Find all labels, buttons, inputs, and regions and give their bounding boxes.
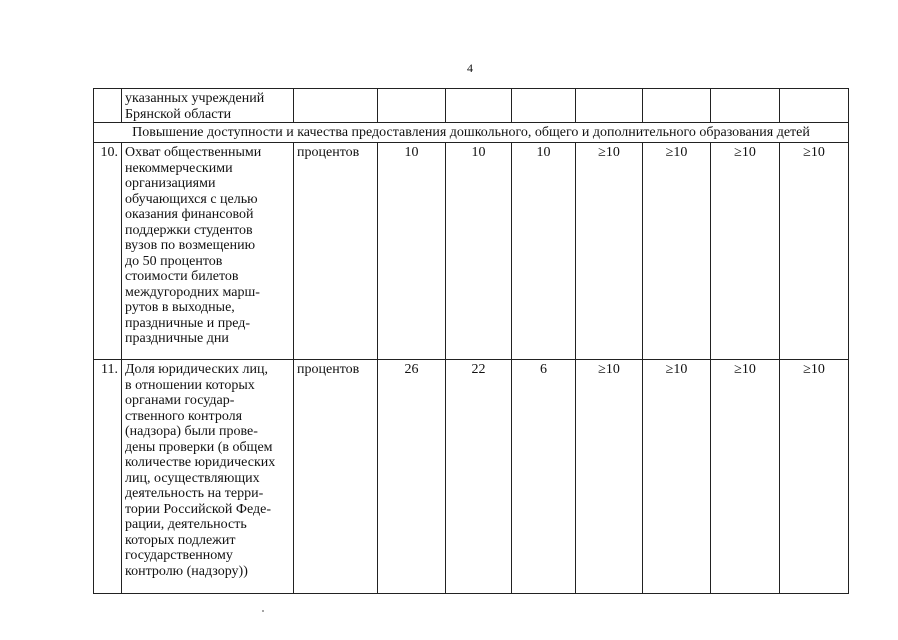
section-heading: Повышение доступности и качества предоставления дошкольного, общего и дополнительного образования детей (94, 123, 849, 143)
row-number-cell: 10. (94, 143, 122, 360)
unit-cell (294, 89, 378, 123)
value-cell: 26 (378, 360, 446, 594)
indicator-name-text: Охват общественными некоммерческими организациями обучающихся с целью оказания финансовой поддержки студентов вузов по возмещению до 50 процентов стоимости билетов междугородних марш- рутов в выходные, праздничные и пред- праздничные дни (125, 145, 262, 346)
value-cell: ≥10 (780, 360, 849, 594)
value-cell: ≥10 (576, 143, 643, 360)
indicator-name-text: Доля юридических лиц, в отношении которых органами государ- ственного контроля (надзора) были прове- дены проверки (в общем количестве юридических лиц, осуществляющих деятельность на терри- тории Российской Феде- рации, деятельность которых подлежит государственному контролю (надзору)) (125, 362, 276, 579)
value-cell: 6 (512, 360, 576, 594)
value-cell: ≥10 (643, 360, 711, 594)
value-cell (378, 89, 446, 123)
indicator-name-cell (122, 89, 294, 123)
unit-cell: процентов (294, 360, 378, 594)
value-cell: ≥10 (576, 360, 643, 594)
row-number-cell: 11. (94, 360, 122, 594)
value-cell (780, 89, 849, 123)
value-cell: ≥10 (711, 143, 780, 360)
value-cell (643, 89, 711, 123)
value-cell (576, 89, 643, 123)
value-cell (446, 89, 512, 123)
unit-cell: процентов (294, 143, 378, 360)
value-cell (711, 89, 780, 123)
table-row (94, 89, 849, 123)
value-cell: ≥10 (711, 360, 780, 594)
section-row (94, 123, 849, 143)
value-cell: 10 (512, 143, 576, 360)
table-row (94, 360, 849, 594)
value-cell: 10 (446, 143, 512, 360)
page-number: 4 (467, 61, 473, 75)
indicator-name-text: указанных учреждений Брянской области (125, 91, 265, 122)
value-cell: 22 (446, 360, 512, 594)
value-cell: ≥10 (780, 143, 849, 360)
value-cell: ≥10 (643, 143, 711, 360)
indicators-table (93, 88, 849, 594)
indicator-name-cell (122, 360, 294, 594)
indicator-name-cell (122, 143, 294, 360)
row-number-cell (94, 89, 122, 123)
table-row (94, 143, 849, 360)
scan-speck (262, 610, 264, 612)
value-cell: 10 (378, 143, 446, 360)
value-cell (512, 89, 576, 123)
